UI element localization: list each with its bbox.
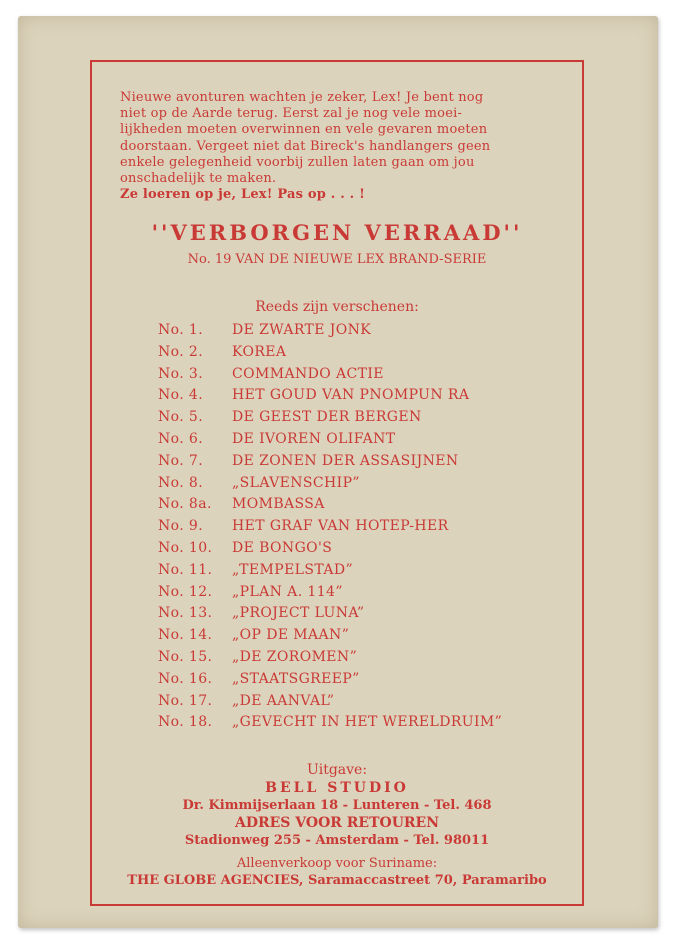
book-list-item	[158, 693, 578, 715]
book-number: No. 14.	[158, 627, 213, 644]
book-number: No. 16.	[158, 670, 213, 687]
book-list-title: MOMBASSA	[232, 496, 325, 513]
book-title: ''VERBORGEN VERRAAD''	[151, 220, 523, 245]
book-number: No. 1.	[158, 322, 204, 338]
intro-line: onschadelijk te maken.	[120, 171, 277, 187]
intro-text	[120, 90, 570, 203]
intro-line: lijkheden moeten overwinnen en vele gevaren moeten	[120, 122, 488, 138]
publisher-label: Uitgave:	[306, 762, 368, 778]
book-number: No. 3.	[158, 365, 204, 382]
book-list-title: DE GEEST DER BERGEN	[232, 409, 422, 426]
book-list-item	[158, 649, 578, 671]
intro-line: enkele gelegenheid voorbij zullen laten gaan om jou	[120, 154, 475, 170]
book-number: No. 10.	[158, 539, 213, 556]
book-list-title: „PLAN A. 114”	[232, 583, 343, 600]
book-number: No. 17.	[158, 692, 213, 709]
book-number: No. 4.	[158, 387, 204, 404]
book-list-title: COMMANDO ACTIE	[232, 365, 384, 382]
returns-address: Stadionweg 255 - Amsterdam - Tel. 98011	[184, 833, 490, 848]
book-list-title: „GEVECHT IN HET WERELDRUIM”	[232, 714, 503, 731]
book-list-item	[158, 409, 578, 431]
book-list-title: „TEMPELSTAD”	[232, 561, 354, 578]
book-list-title: DE BONGO'S	[232, 539, 333, 556]
book-list-title: HET GOUD VAN PNOMPUN RA	[232, 387, 470, 404]
book-list-title: „DE AANVAL”	[232, 692, 335, 709]
book-list-item	[158, 344, 578, 366]
book-number: No. 7.	[158, 452, 204, 469]
book-list-item	[158, 605, 578, 627]
book-number: No. 15.	[158, 648, 213, 665]
book-list-title: „DE ZOROMEN”	[232, 648, 358, 665]
book-list-title: KOREA	[232, 343, 287, 360]
suriname-agent: THE GLOBE AGENCIES, Saramaccastreet 70, Paramaribo	[127, 873, 547, 888]
book-list-title: „STAATSGREEP”	[232, 670, 360, 687]
book-list-item	[158, 562, 578, 584]
book-list-title: DE ZWARTE JONK	[232, 322, 372, 338]
book-list-title: HET GRAF VAN HOTEP-HER	[232, 518, 449, 535]
returns-label: ADRES VOOR RETOUREN	[234, 815, 440, 831]
book-number: No. 2.	[158, 343, 204, 360]
intro-line: niet op de Aarde terug. Eerst zal je nog vele moei-	[120, 106, 463, 122]
series-subtitle: No. 19 VAN DE NIEUWE LEX BRAND-SERIE	[187, 252, 487, 267]
book-list-item	[158, 540, 578, 562]
book-number: No. 5.	[158, 409, 204, 426]
book-list-title: DE ZONEN DER ASSASIJNEN	[232, 452, 459, 469]
book-number: No. 8.	[158, 474, 204, 491]
book-list-title: DE IVOREN OLIFANT	[232, 430, 396, 447]
book-list-title: „PROJECT LUNA”	[232, 605, 365, 622]
intro-warning: Ze loeren op je, Lex! Pas op . . . !	[120, 187, 366, 203]
book-list-title: „SLAVENSCHIP”	[232, 474, 360, 491]
book-number: No. 9.	[158, 518, 204, 535]
back-cover	[18, 16, 658, 928]
book-list-item	[158, 387, 578, 409]
book-list-item	[158, 453, 578, 475]
intro-line: doorstaan. Vergeet niet dat Bireck's handlangers geen	[120, 138, 491, 154]
published-heading: Reeds zijn verschenen:	[255, 299, 419, 315]
red-border-frame	[90, 60, 584, 906]
book-number: No. 11.	[158, 561, 213, 578]
book-number: No. 6.	[158, 430, 204, 447]
book-list-item	[158, 431, 578, 453]
book-list-item	[158, 714, 578, 736]
intro-line: Nieuwe avonturen wachten je zeker, Lex! Je bent nog	[120, 90, 484, 105]
book-list-item	[158, 671, 578, 693]
publisher-name: BELL STUDIO	[265, 780, 409, 796]
book-list-title: „OP DE MAAN”	[232, 627, 350, 644]
book-number: No. 13.	[158, 605, 213, 622]
book-list-item	[158, 322, 578, 344]
book-list-item	[158, 496, 578, 518]
book-list-item	[158, 627, 578, 649]
published-list	[158, 322, 578, 736]
suriname-label: Alleenverkoop voor Suriname:	[236, 856, 438, 871]
book-number: No. 12.	[158, 583, 213, 600]
book-list-item	[158, 518, 578, 540]
book-list-item	[158, 366, 578, 388]
publisher-address: Dr. Kimmijserlaan 18 - Lunteren - Tel. 468	[182, 798, 492, 813]
book-number: No. 18.	[158, 714, 213, 731]
book-list-item	[158, 475, 578, 497]
book-list-item	[158, 584, 578, 606]
book-number: No. 8a.	[158, 496, 212, 513]
